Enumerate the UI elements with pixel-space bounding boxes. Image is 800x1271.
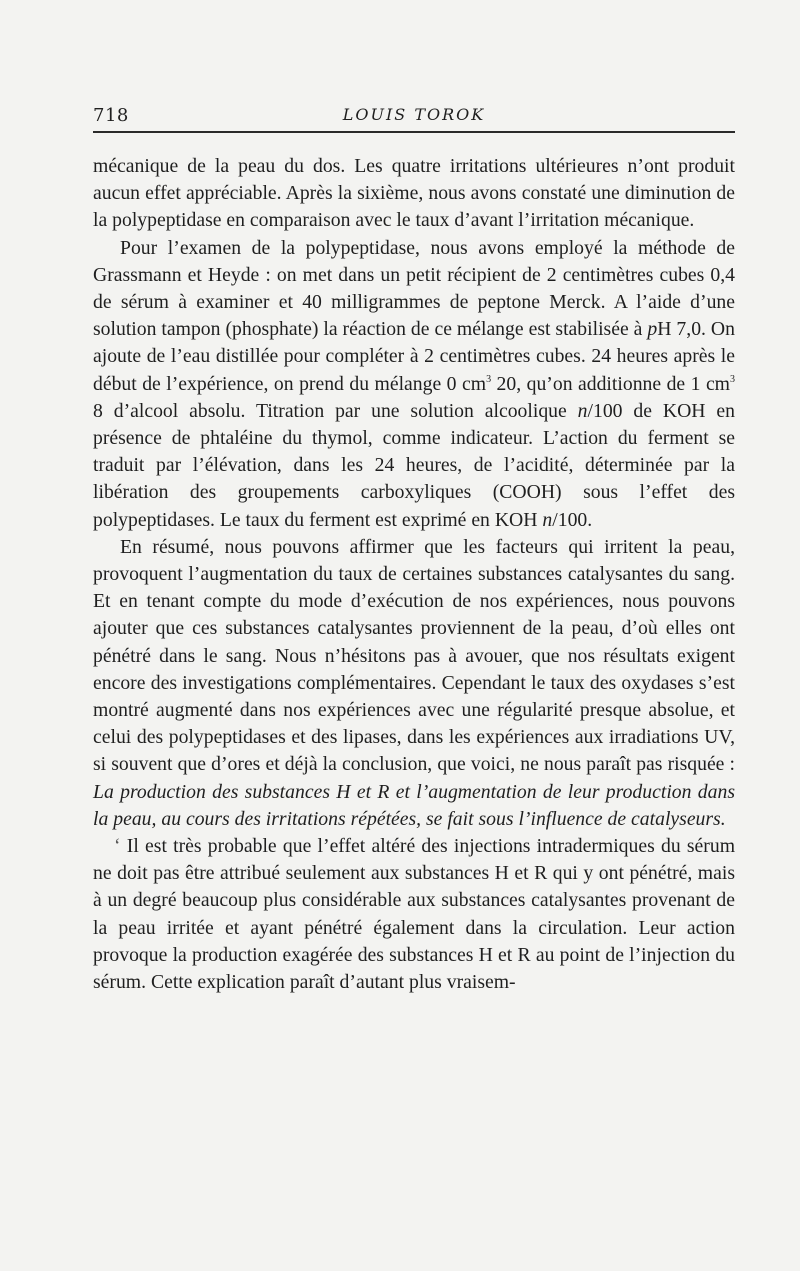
normality-italic-2: n (542, 508, 553, 531)
paragraph-continuation (93, 153, 735, 235)
paragraph-probable-effect (93, 833, 735, 996)
method-text-1: Pour l’examen de la polypeptidase, nous avons employé la méthode de Grassmann et Heyde : on met dans un petit récipient de 2 centimètres cubes 0,4 de sérum à examiner et 40 milligrammes de peptone Merck. A l’aide d’une solution tampon (phosphate) la réaction de ce mélange est stabilisée à (93, 236, 735, 341)
paragraph-1-text: mécanique de la peau du dos. Les quatre irritations ultérieures n’ont produit aucun effet appréciable. Après la sixième, nous avons constaté une diminution de la polypeptidase en comparaison avec le taux d’avant l’irritation mécanique. (93, 155, 735, 232)
body-text (93, 153, 735, 996)
paragraph-method (93, 235, 735, 534)
method-text-5: /100 de KOH en présence de phtaléine du thymol, comme indicateur. L’action du ferment se traduit par l’élévation, dans les 24 heures, de l’acidité, déterminée par la libération des groupements carboxyliques (COOH) sous l’effet des polypeptidases. Le taux du ferment est exprimé en KOH (93, 399, 735, 531)
summary-text: En résumé, nous pouvons affirmer que les facteurs qui irritent la peau, provoquent l’augmentation du taux de certaines substances catalysantes du sang. Et en tenant compte du mode d’exécution de nos expériences, nous pouvons ajouter que ces substances catalysantes proviennent de la peau, d’où elles ont pénétré dans le sang. Nous n’hésitons pas à avouer, que nos résultats exigent encore des investigations complémentaires. Cependant le taux des oxydases s’est montré augmenté dans nos expériences avec une régularité presque absolue, et celui des polypeptidases et des lipases, dans les expériences aux irradiations UV, si souvent que d’ores et déjà la conclusion, que voici, ne nous paraît pas risquée : (93, 535, 735, 776)
page-number: 718 (93, 105, 129, 126)
margin-mark: ‘ (114, 835, 121, 858)
method-text-6: /100. (552, 508, 593, 531)
normality-italic-1: n (577, 399, 588, 422)
book-page (93, 103, 735, 996)
method-text-4: 8 d’alcool absolu. Titration par une solution alcoolique (93, 399, 578, 422)
paragraph-summary (93, 534, 735, 833)
summary-conclusion-italic: La production des substances H et R et l’augmentation de leur production dans la peau, au cours des irritations répétées, se fait sous l’influence de catalyseurs. (93, 780, 735, 830)
ph-italic: p (647, 318, 658, 341)
cubic-superscript-2: 3 (730, 373, 735, 385)
running-title: LOUIS TOROK (342, 105, 486, 124)
running-head (93, 103, 735, 133)
method-text-2: H 7,0. On ajoute de l’eau distillée pour compléter à 2 centimètres cubes. 24 heures après le début de l’expérience, on prend du mélange 0 cm (93, 318, 735, 395)
probable-effect-text: Il est très probable que l’effet altéré des injections intradermiques du sérum ne doit pas être attribué seulement aux substances H et R qui y ont pénétré, mais à un degré beaucoup plus considérable aux substances catalysantes provenant de la peau irritée et ayant pénétré également dans la circulation. Leur action provoque la production exagérée des substances H et R au point de l’injection du sérum. Cette explication paraît d’autant plus vraisem- (93, 835, 736, 994)
cubic-superscript-1: 3 (486, 373, 492, 385)
method-text-3: 20, qu’on additionne de 1 cm (491, 372, 730, 395)
